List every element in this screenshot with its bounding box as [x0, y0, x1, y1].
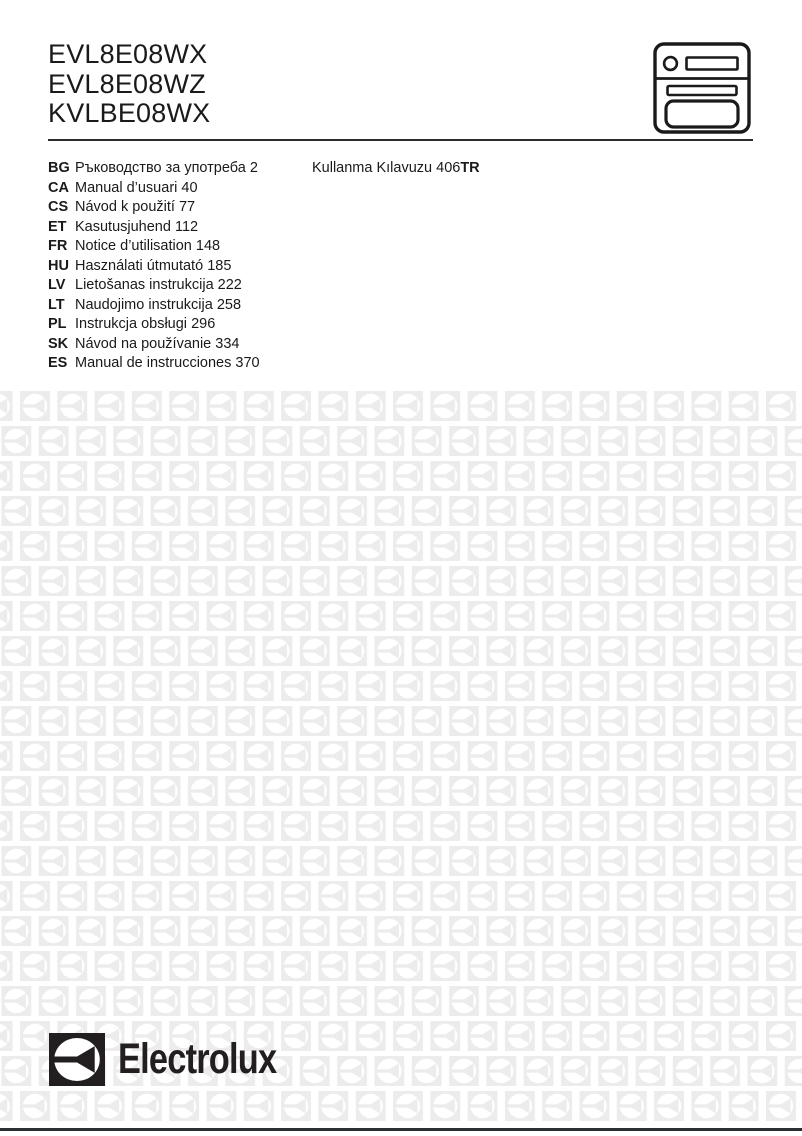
language-code: LT [48, 296, 65, 313]
manual-entry [48, 257, 260, 277]
manual-title: Manual de instrucciones [75, 355, 232, 371]
bottom-divider [0, 1128, 802, 1131]
manual-entry [48, 335, 260, 355]
manual-title: Návod na používanie [75, 335, 212, 352]
manual-entry-tr [312, 159, 480, 179]
electrolux-mark-icon [49, 1033, 105, 1086]
language-code: FR [48, 238, 68, 254]
manual-language-list [48, 159, 260, 374]
model-numbers [48, 40, 210, 129]
manual-entry [48, 159, 260, 179]
manual-entry [48, 218, 260, 238]
manual-title: Használati útmutató [75, 257, 204, 274]
manual-page: 77 [178, 199, 196, 215]
brand-wordmark: Electrolux [118, 1035, 277, 1083]
manual-title: Kullanma Kılavuzu [312, 160, 433, 176]
manual-title: Návod k použití [75, 199, 175, 215]
header-divider [48, 139, 753, 141]
language-code: BG [48, 160, 70, 176]
manual-page: 40 [181, 179, 198, 196]
oven-icon [653, 42, 751, 134]
manual-entry [48, 179, 260, 199]
manual-page: 370 [235, 355, 260, 371]
language-code: SK [48, 335, 69, 352]
manual-title: Naudojimo instrukcija [75, 296, 213, 313]
language-code: LV [48, 277, 66, 293]
manual-entry [48, 198, 260, 218]
manual-title: Ръководство за употреба [75, 160, 246, 176]
manual-title: Instrukcja obsługi [75, 316, 188, 332]
manual-page: 406 [436, 160, 461, 176]
manual-page: 112 [174, 218, 199, 235]
model-number: EVL8E08WX [48, 39, 208, 69]
model-number: KVLBE08WX [48, 98, 211, 128]
manual-page: 222 [217, 277, 242, 293]
language-code: HU [48, 257, 69, 274]
manual-entry [48, 296, 260, 316]
electrolux-pattern-background [0, 388, 802, 1121]
manual-title: Lietošanas instrukcija [75, 277, 214, 293]
language-code: TR [460, 160, 480, 176]
manual-page: 296 [191, 316, 216, 332]
manual-entry [48, 354, 260, 374]
electrolux-logo [49, 1033, 316, 1086]
manual-entry [48, 315, 260, 335]
manual-title: Notice d’utilisation [75, 238, 192, 254]
language-code: ET [48, 218, 67, 235]
language-code: ES [48, 355, 68, 371]
language-code: CS [48, 199, 69, 215]
manual-page: 334 [215, 335, 240, 352]
model-number: EVL8E08WZ [48, 68, 206, 99]
manual-page: 2 [249, 160, 258, 176]
manual-entry [48, 276, 260, 296]
manual-title: Manual d’usuari [75, 179, 178, 196]
manual-page: 185 [207, 257, 232, 274]
manual-page: 148 [195, 238, 221, 254]
language-code: PL [48, 316, 67, 332]
manual-entry [48, 237, 260, 257]
language-code: CA [48, 179, 69, 196]
manual-page: 258 [216, 296, 242, 313]
manual-title: Kasutusjuhend [75, 218, 171, 235]
